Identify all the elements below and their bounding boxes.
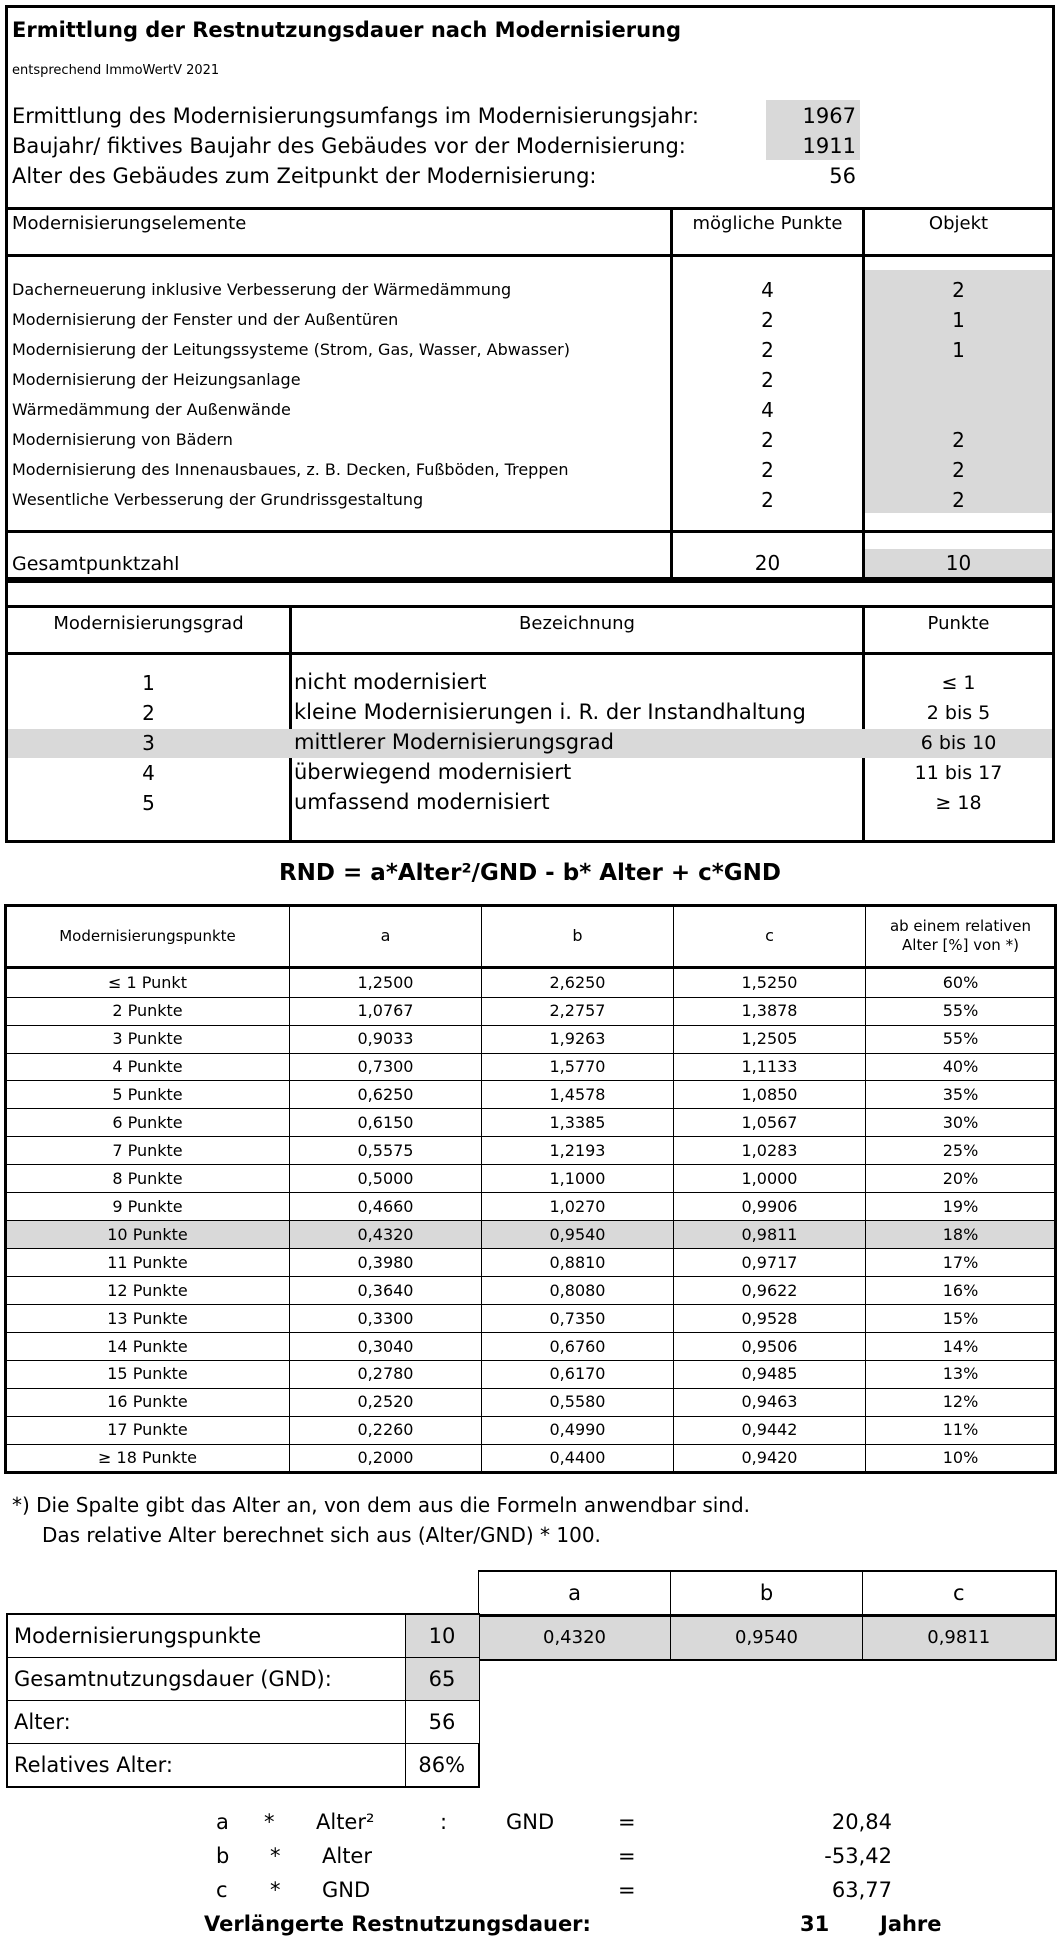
cell-c: 0,9463 xyxy=(674,1388,866,1416)
element-object: 2 xyxy=(952,458,965,482)
grade-description: kleine Modernisierungen i. R. der Instandhaltung xyxy=(294,700,806,724)
cell-b: 1,1000 xyxy=(482,1165,674,1193)
input-table xyxy=(6,1613,480,1788)
table-row xyxy=(6,1249,1056,1277)
calc-equals: = xyxy=(618,1844,636,1868)
col-header-a: a xyxy=(290,906,482,968)
cell-a: 0,4660 xyxy=(290,1193,482,1221)
element-points: 2 xyxy=(761,338,774,362)
element-points: 2 xyxy=(761,488,774,512)
table-row xyxy=(6,1444,1056,1472)
cell-age: 18% xyxy=(866,1221,1056,1249)
footnote-line2: Das relative Alter berechnet sich aus (Alter/GND) * 100. xyxy=(42,1523,601,1547)
cell-age: 30% xyxy=(866,1109,1056,1137)
table-row xyxy=(6,1333,1056,1361)
cell-a: 0,5000 xyxy=(290,1165,482,1193)
cell-age: 16% xyxy=(866,1277,1056,1305)
calc-equals: = xyxy=(618,1810,636,1834)
grade-description: mittlerer Modernisierungsgrad xyxy=(294,730,614,754)
cell-b: 0,6170 xyxy=(482,1360,674,1388)
cell-points: 2 Punkte xyxy=(6,997,290,1025)
element-label: Modernisierung von Bädern xyxy=(12,430,233,449)
divider xyxy=(5,530,1055,533)
element-points: 4 xyxy=(761,398,774,422)
header-row-value: 1967 xyxy=(802,104,856,128)
header-row-value: 56 xyxy=(829,164,856,188)
col-header-c: c xyxy=(674,906,866,968)
grade-number: 1 xyxy=(142,671,155,695)
cell-c: 0,9528 xyxy=(674,1305,866,1333)
gnd-label: Gesamtnutzungsdauer (GND): xyxy=(7,1658,405,1701)
cell-a: 0,6250 xyxy=(290,1081,482,1109)
cell-points: 10 Punkte xyxy=(6,1221,290,1249)
cell-age: 10% xyxy=(866,1444,1056,1472)
cell-a: 0,7300 xyxy=(290,1053,482,1081)
cell-points: 16 Punkte xyxy=(6,1388,290,1416)
cell-points: 17 Punkte xyxy=(6,1416,290,1444)
cell-a: 0,2520 xyxy=(290,1388,482,1416)
grade-description: überwiegend modernisiert xyxy=(294,760,572,784)
table-header-row xyxy=(479,1571,1056,1616)
grade-points: ≤ 1 xyxy=(941,672,976,694)
table-row xyxy=(6,1109,1056,1137)
formula: RND = a*Alter²/GND - b* Alter + c*GND xyxy=(278,860,782,886)
cell-c: 1,2505 xyxy=(674,1025,866,1053)
cell-age: 55% xyxy=(866,997,1056,1025)
cell-a: 0,2780 xyxy=(290,1360,482,1388)
calc-colon: : xyxy=(440,1810,448,1834)
table-row xyxy=(6,968,1056,998)
grade-description: nicht modernisiert xyxy=(294,670,487,694)
result-head-c: c xyxy=(863,1571,1056,1616)
cell-b: 1,4578 xyxy=(482,1081,674,1109)
final-unit: Jahre xyxy=(880,1912,942,1936)
grade-points: ≥ 18 xyxy=(935,792,982,814)
cell-c: 0,9420 xyxy=(674,1444,866,1472)
page-title: Ermittlung der Restnutzungsdauer nach Modernisierung xyxy=(12,18,682,42)
cell-c: 1,0850 xyxy=(674,1081,866,1109)
total-object: 10 xyxy=(945,551,972,575)
cell-c: 1,0283 xyxy=(674,1137,866,1165)
divider xyxy=(5,652,1055,655)
cell-points: 11 Punkte xyxy=(6,1249,290,1277)
result-a: 0,4320 xyxy=(479,1616,671,1661)
cell-b: 0,4990 xyxy=(482,1416,674,1444)
element-points: 2 xyxy=(761,368,774,392)
grade-number: 3 xyxy=(142,731,155,755)
table-row xyxy=(6,1388,1056,1416)
grade-points: 2 bis 5 xyxy=(926,702,991,724)
points-value: 10 xyxy=(405,1614,479,1658)
cell-points: 8 Punkte xyxy=(6,1165,290,1193)
cell-b: 1,5770 xyxy=(482,1053,674,1081)
cell-b: 0,4400 xyxy=(482,1444,674,1472)
cell-points: 5 Punkte xyxy=(6,1081,290,1109)
cell-a: 0,3040 xyxy=(290,1333,482,1361)
table-row xyxy=(6,1360,1056,1388)
element-label: Modernisierung der Leitungssysteme (Strom, Gas, Wasser, Abwasser) xyxy=(12,340,570,359)
cell-b: 1,2193 xyxy=(482,1137,674,1165)
relative-age-value: 86% xyxy=(405,1744,479,1788)
cell-age: 17% xyxy=(866,1249,1056,1277)
cell-b: 0,8810 xyxy=(482,1249,674,1277)
cell-points: 15 Punkte xyxy=(6,1360,290,1388)
grade-number: 4 xyxy=(142,761,155,785)
element-object: 2 xyxy=(952,428,965,452)
cell-a: 0,6150 xyxy=(290,1109,482,1137)
grade-number: 2 xyxy=(142,701,155,725)
cell-age: 25% xyxy=(866,1137,1056,1165)
col-header-object: Objekt xyxy=(928,213,989,234)
calc-term: GND xyxy=(322,1878,371,1902)
calc-value: 63,77 xyxy=(831,1878,892,1902)
divider xyxy=(289,605,292,843)
header-row-label: Baujahr/ fiktives Baujahr des Gebäudes vor der Modernisierung: xyxy=(12,134,686,158)
cell-c: 1,5250 xyxy=(674,968,866,998)
cell-b: 0,5580 xyxy=(482,1388,674,1416)
table-row xyxy=(6,997,1056,1025)
cell-age: 11% xyxy=(866,1416,1056,1444)
calc-op: * xyxy=(270,1844,281,1868)
age-label: Alter: xyxy=(7,1701,405,1744)
element-label: Modernisierung der Heizungsanlage xyxy=(12,370,301,389)
col-header-points: Modernisierungspunkte xyxy=(6,906,290,968)
col-header-description: Bezeichnung xyxy=(519,613,635,634)
cell-a: 0,9033 xyxy=(290,1025,482,1053)
table-row xyxy=(7,1701,479,1744)
table-row xyxy=(479,1616,1056,1661)
cell-b: 2,6250 xyxy=(482,968,674,998)
cell-points: 12 Punkte xyxy=(6,1277,290,1305)
table-header-row xyxy=(6,906,1056,968)
divider xyxy=(5,207,1055,210)
element-label: Modernisierung des Innenausbaues, z. B. Decken, Fußböden, Treppen xyxy=(12,460,569,479)
table-row xyxy=(7,1614,479,1658)
result-head-a: a xyxy=(479,1571,671,1616)
cell-a: 0,2260 xyxy=(290,1416,482,1444)
page-subtitle: entsprechend ImmoWertV 2021 xyxy=(12,63,220,78)
cell-c: 1,1133 xyxy=(674,1053,866,1081)
header-row-label: Alter des Gebäudes zum Zeitpunkt der Modernisierung: xyxy=(12,164,597,188)
table-row xyxy=(6,1081,1056,1109)
coefficient-table xyxy=(5,905,1056,1473)
table-row xyxy=(6,1025,1056,1053)
total-points: 20 xyxy=(754,551,781,575)
cell-points: ≥ 18 Punkte xyxy=(6,1444,290,1472)
cell-c: 0,9622 xyxy=(674,1277,866,1305)
table-row-selected xyxy=(6,1221,1056,1249)
table-row xyxy=(6,1137,1056,1165)
cell-age: 35% xyxy=(866,1081,1056,1109)
cell-b: 1,0270 xyxy=(482,1193,674,1221)
cell-c: 0,9717 xyxy=(674,1249,866,1277)
cell-points: 4 Punkte xyxy=(6,1053,290,1081)
cell-c: 1,0000 xyxy=(674,1165,866,1193)
cell-points: 9 Punkte xyxy=(6,1193,290,1221)
cell-points: 13 Punkte xyxy=(6,1305,290,1333)
grade-points: 6 bis 10 xyxy=(920,732,997,754)
divider xyxy=(5,605,1055,608)
relative-age-line1: ab einem relativen xyxy=(889,916,1032,935)
calc-term: Alter xyxy=(322,1844,372,1868)
cell-c: 1,3878 xyxy=(674,997,866,1025)
final-label: Verlängerte Restnutzungsdauer: xyxy=(204,1912,591,1936)
col-header-points: Punkte xyxy=(927,613,990,634)
cell-c: 0,9906 xyxy=(674,1193,866,1221)
header-row-label: Ermittlung des Modernisierungsumfangs im Modernisierungsjahr: xyxy=(12,104,699,128)
table-row xyxy=(6,1277,1056,1305)
cell-a: 0,3640 xyxy=(290,1277,482,1305)
calc-value: -53,42 xyxy=(824,1844,892,1868)
element-label: Wesentliche Verbesserung der Grundrissgestaltung xyxy=(12,490,424,509)
cell-b: 0,8080 xyxy=(482,1277,674,1305)
cell-age: 15% xyxy=(866,1305,1056,1333)
table-row xyxy=(6,1193,1056,1221)
element-label: Wärmedämmung der Außenwände xyxy=(12,400,291,419)
gnd-value: 65 xyxy=(405,1658,479,1701)
age-value: 56 xyxy=(405,1701,479,1744)
cell-age: 40% xyxy=(866,1053,1056,1081)
col-header-b: b xyxy=(482,906,674,968)
cell-age: 19% xyxy=(866,1193,1056,1221)
cell-a: 0,5575 xyxy=(290,1137,482,1165)
calc-term: GND xyxy=(506,1810,555,1834)
cell-points: 7 Punkte xyxy=(6,1137,290,1165)
element-points: 2 xyxy=(761,428,774,452)
cell-age: 55% xyxy=(866,1025,1056,1053)
cell-c: 0,9442 xyxy=(674,1416,866,1444)
cell-a: 0,2000 xyxy=(290,1444,482,1472)
cell-age: 12% xyxy=(866,1388,1056,1416)
divider xyxy=(670,207,673,577)
cell-a: 0,4320 xyxy=(290,1221,482,1249)
element-label: Modernisierung der Fenster und der Außentüren xyxy=(12,310,399,329)
table-row xyxy=(6,1165,1056,1193)
element-object: 1 xyxy=(952,338,965,362)
element-points: 2 xyxy=(761,458,774,482)
total-label: Gesamtpunktzahl xyxy=(12,553,180,575)
col-header-possible-points: mögliche Punkte xyxy=(692,213,843,234)
cell-a: 0,3300 xyxy=(290,1305,482,1333)
calc-value: 20,84 xyxy=(831,1810,892,1834)
cell-b: 1,3385 xyxy=(482,1109,674,1137)
points-label: Modernisierungspunkte xyxy=(7,1614,405,1658)
footnote-line1: *) Die Spalte gibt das Alter an, von dem aus die Formeln anwendbar sind. xyxy=(12,1493,751,1517)
divider xyxy=(5,254,1055,257)
cell-age: 60% xyxy=(866,968,1056,998)
cell-points: 6 Punkte xyxy=(6,1109,290,1137)
calc-term: Alter² xyxy=(316,1810,375,1834)
cell-c: 0,9506 xyxy=(674,1333,866,1361)
element-object: 2 xyxy=(952,278,965,302)
table-row xyxy=(6,1416,1056,1444)
cell-points: 14 Punkte xyxy=(6,1333,290,1361)
cell-points: 3 Punkte xyxy=(6,1025,290,1053)
col-header-elements: Modernisierungselemente xyxy=(12,213,247,234)
col-header-relative-age xyxy=(866,906,1056,968)
calc-var: c xyxy=(216,1878,228,1902)
calc-op: * xyxy=(270,1878,281,1902)
element-points: 2 xyxy=(761,308,774,332)
table-row xyxy=(6,1053,1056,1081)
element-label: Dacherneuerung inklusive Verbesserung der Wärmedämmung xyxy=(12,280,512,299)
result-b: 0,9540 xyxy=(671,1616,863,1661)
calc-var: b xyxy=(216,1844,230,1868)
element-points: 4 xyxy=(761,278,774,302)
grade-points: 11 bis 17 xyxy=(914,762,1003,784)
table-row xyxy=(7,1658,479,1701)
cell-age: 20% xyxy=(866,1165,1056,1193)
cell-a: 0,3980 xyxy=(290,1249,482,1277)
element-object: 2 xyxy=(952,488,965,512)
grade-description: umfassend modernisiert xyxy=(294,790,550,814)
relative-age-line2: Alter [%] von *) xyxy=(902,936,1019,954)
cell-b: 2,2757 xyxy=(482,997,674,1025)
table-row xyxy=(6,1305,1056,1333)
result-c: 0,9811 xyxy=(863,1616,1056,1661)
cell-a: 1,0767 xyxy=(290,997,482,1025)
final-value: 31 xyxy=(800,1912,830,1936)
cell-c: 0,9485 xyxy=(674,1360,866,1388)
calc-op: * xyxy=(264,1810,275,1834)
table-row xyxy=(7,1744,479,1788)
result-head-b: b xyxy=(671,1571,863,1616)
calc-equals: = xyxy=(618,1878,636,1902)
cell-points: ≤ 1 Punkt xyxy=(6,968,290,998)
cell-a: 1,2500 xyxy=(290,968,482,998)
relative-age-label: Relatives Alter: xyxy=(7,1744,405,1788)
header-row-value: 1911 xyxy=(802,134,856,158)
cell-b: 0,9540 xyxy=(482,1221,674,1249)
element-object: 1 xyxy=(952,308,965,332)
cell-c: 1,0567 xyxy=(674,1109,866,1137)
cell-b: 1,9263 xyxy=(482,1025,674,1053)
col-header-grade: Modernisierungsgrad xyxy=(53,613,244,634)
cell-age: 13% xyxy=(866,1360,1056,1388)
coefficient-header-table xyxy=(478,1570,1057,1661)
cell-b: 0,6760 xyxy=(482,1333,674,1361)
cell-c: 0,9811 xyxy=(674,1221,866,1249)
grade-number: 5 xyxy=(142,791,155,815)
cell-age: 14% xyxy=(866,1333,1056,1361)
cell-b: 0,7350 xyxy=(482,1305,674,1333)
calc-var: a xyxy=(216,1810,229,1834)
